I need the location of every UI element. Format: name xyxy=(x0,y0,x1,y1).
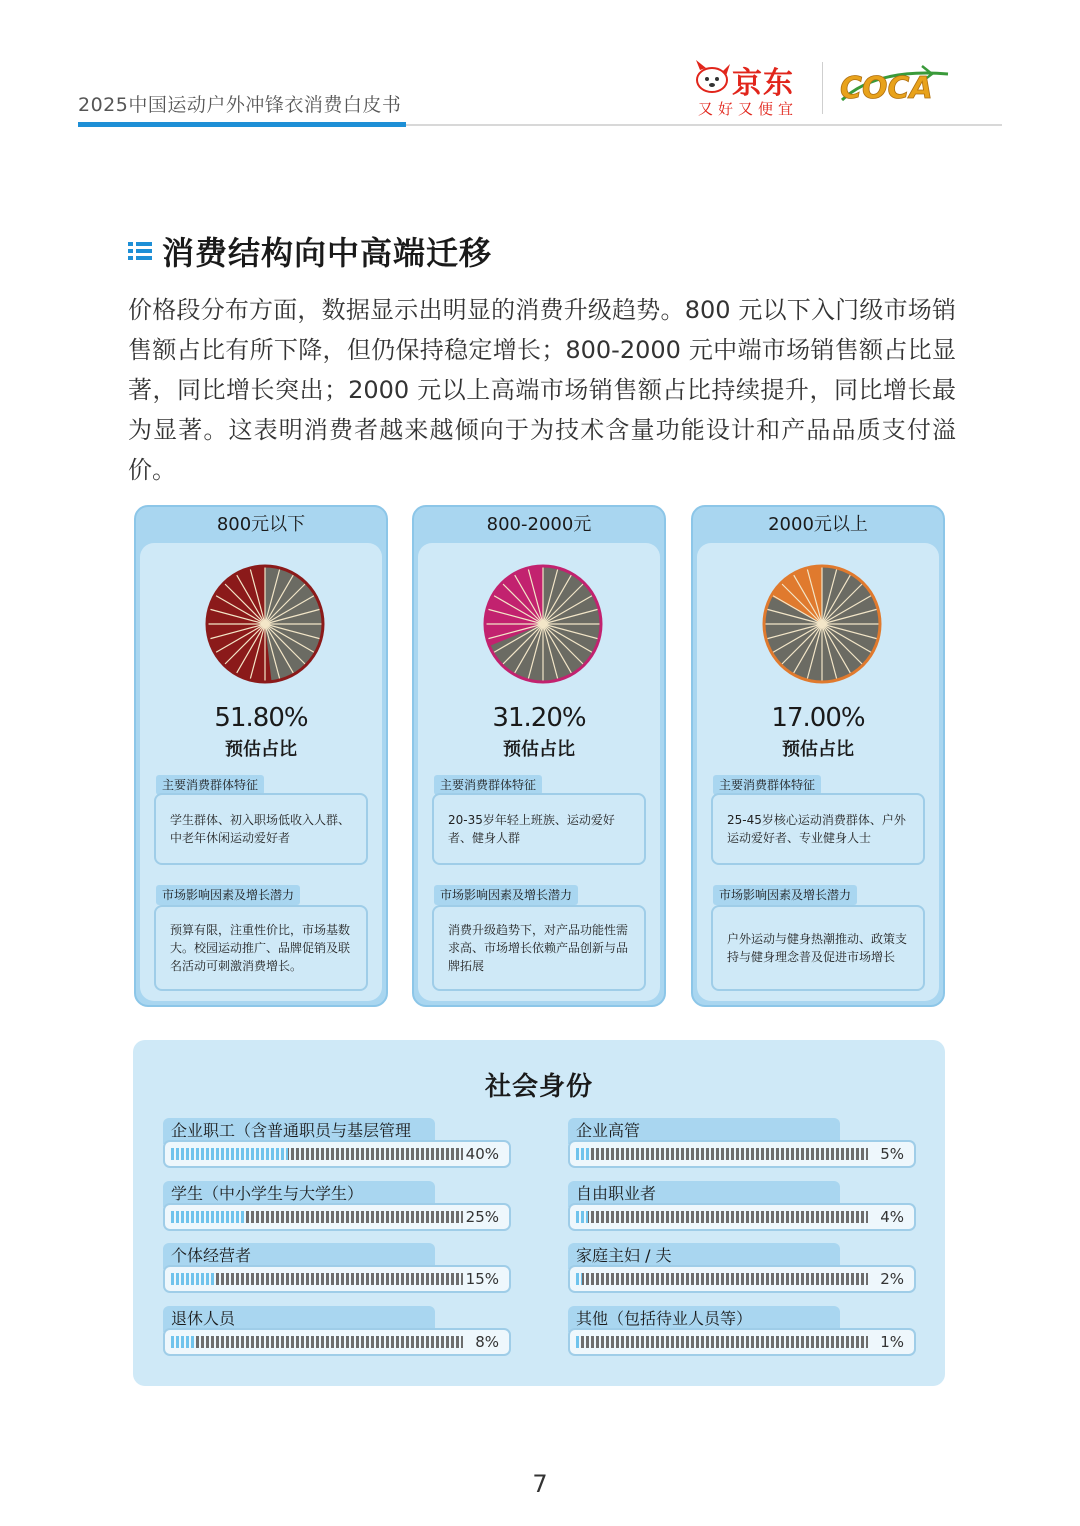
price-card-title: 800元以下 xyxy=(216,514,306,535)
jd-brand-text: 京东 xyxy=(732,66,794,101)
price-card-body xyxy=(418,543,660,1001)
social-value: 15% xyxy=(465,1270,499,1288)
list-icon xyxy=(128,239,152,263)
social-row xyxy=(568,1181,918,1233)
price-card-body xyxy=(140,543,382,1001)
social-value: 4% xyxy=(880,1208,904,1226)
factor-text: 预算有限，注重性价比，市场基数大。校园运动推广、品牌促销及联名活动可刺激消费增长。 xyxy=(154,905,368,991)
document-title: 2025中国运动户外冲锋衣消费白皮书 xyxy=(78,94,402,116)
share-pie xyxy=(761,563,883,685)
social-value: 5% xyxy=(880,1145,904,1163)
social-title: 社会身份 xyxy=(484,1072,593,1102)
social-row xyxy=(163,1243,513,1295)
bar-track xyxy=(576,1211,868,1223)
jd-dog-mascot-icon xyxy=(692,60,732,96)
social-bar xyxy=(163,1265,511,1293)
bar-fill xyxy=(576,1273,582,1285)
bar-fill xyxy=(576,1336,579,1348)
social-row xyxy=(163,1118,513,1170)
social-bar xyxy=(568,1328,916,1356)
social-label: 个体经营者 xyxy=(163,1243,435,1269)
bar-fill xyxy=(171,1273,215,1285)
factor-tag: 市场影响因素及增长潜力 xyxy=(713,885,857,905)
social-row xyxy=(568,1306,918,1358)
share-caption: 预估占比 xyxy=(782,739,854,760)
bar-fill xyxy=(171,1211,244,1223)
price-card-low xyxy=(134,505,388,1007)
jd-slogan: 又好又便宜 xyxy=(698,100,799,118)
group-tag: 主要消费群体特征 xyxy=(713,775,821,795)
bar-track xyxy=(171,1273,463,1285)
price-card-title: 2000元以上 xyxy=(768,514,868,535)
social-value: 8% xyxy=(475,1333,499,1351)
share-value: 31.20% xyxy=(492,703,586,733)
bar-fill xyxy=(576,1148,591,1160)
bar-fill xyxy=(171,1336,194,1348)
social-row xyxy=(568,1243,918,1295)
logo-divider xyxy=(822,62,823,114)
bar-track xyxy=(171,1148,463,1160)
share-caption: 预估占比 xyxy=(225,739,297,760)
bar-track xyxy=(171,1336,463,1348)
factor-text: 户外运动与健身热潮推动、政策支持与健身理念普及促进市场增长 xyxy=(711,905,925,991)
price-card-body xyxy=(697,543,939,1001)
social-label: 其他（包括待业人员等） xyxy=(568,1306,840,1332)
bar-track xyxy=(576,1273,868,1285)
bar-track xyxy=(576,1148,868,1160)
social-value: 2% xyxy=(880,1270,904,1288)
section-title: 消费结构向中高端迁移 xyxy=(162,234,493,272)
share-value: 51.80% xyxy=(214,703,308,733)
social-bar xyxy=(163,1203,511,1231)
factor-tag: 市场影响因素及增长潜力 xyxy=(434,885,578,905)
social-value: 25% xyxy=(465,1208,499,1226)
social-label: 学生（中小学生与大学生） xyxy=(163,1181,435,1207)
group-tag: 主要消费群体特征 xyxy=(434,775,542,795)
social-label: 企业高管 xyxy=(568,1118,840,1144)
section-heading xyxy=(128,228,492,274)
social-label: 退休人员 xyxy=(163,1306,435,1332)
social-row xyxy=(163,1306,513,1358)
bar-fill xyxy=(171,1148,288,1160)
factor-tag: 市场影响因素及增长潜力 xyxy=(156,885,300,905)
group-text: 20-35岁年轻上班族、运动爱好者、健身人群 xyxy=(432,793,646,865)
price-card-high xyxy=(691,505,945,1007)
bar-fill xyxy=(576,1211,588,1223)
social-bar xyxy=(568,1203,916,1231)
social-bar xyxy=(568,1140,916,1168)
group-tag: 主要消费群体特征 xyxy=(156,775,264,795)
social-value: 40% xyxy=(465,1145,499,1163)
bar-track xyxy=(576,1336,868,1348)
bar-track xyxy=(171,1211,463,1223)
social-bar xyxy=(568,1265,916,1293)
social-value: 1% xyxy=(880,1333,904,1351)
intro-paragraph: 价格段分布方面，数据显示出明显的消费升级趋势。800 元以下入门级市场销售额占比有所下降，但仍保持稳定增长；800-2000 元中端市场销售额占比显著，同比增长突出；2000 元以上高端市场销售额占比持续提升，同比增长最为显著。这表明消费者越来越倾向于为技术含量功能设计和产品品质支付溢价。 xyxy=(128,296,956,484)
social-row xyxy=(163,1181,513,1233)
group-text: 学生群体、初入职场低收入人群、中老年休闲运动爱好者 xyxy=(154,793,368,865)
social-label: 家庭主妇 / 夫 xyxy=(568,1243,840,1269)
social-label: 企业职工（含普通职员与基层管理 xyxy=(163,1118,435,1144)
social-identity-panel xyxy=(133,1040,945,1386)
social-bar xyxy=(163,1328,511,1356)
share-pie xyxy=(204,563,326,685)
page-number: 7 xyxy=(532,1470,548,1498)
share-value: 17.00% xyxy=(771,703,865,733)
social-row xyxy=(568,1118,918,1170)
coca-logo-text: COCA xyxy=(840,71,933,106)
social-bar xyxy=(163,1140,511,1168)
group-text: 25-45岁核心运动消费群体、户外运动爱好者、专业健身人士 xyxy=(711,793,925,865)
jd-logo xyxy=(692,58,812,118)
header-rule-accent xyxy=(78,122,406,127)
share-pie xyxy=(482,563,604,685)
coca-logo xyxy=(836,60,956,110)
factor-text: 消费升级趋势下，对产品功能性需求高、市场增长依赖产品创新与品牌拓展 xyxy=(432,905,646,991)
share-caption: 预估占比 xyxy=(503,739,575,760)
price-card-mid xyxy=(412,505,666,1007)
price-card-title: 800-2000元 xyxy=(486,514,592,535)
social-label: 自由职业者 xyxy=(568,1181,840,1207)
